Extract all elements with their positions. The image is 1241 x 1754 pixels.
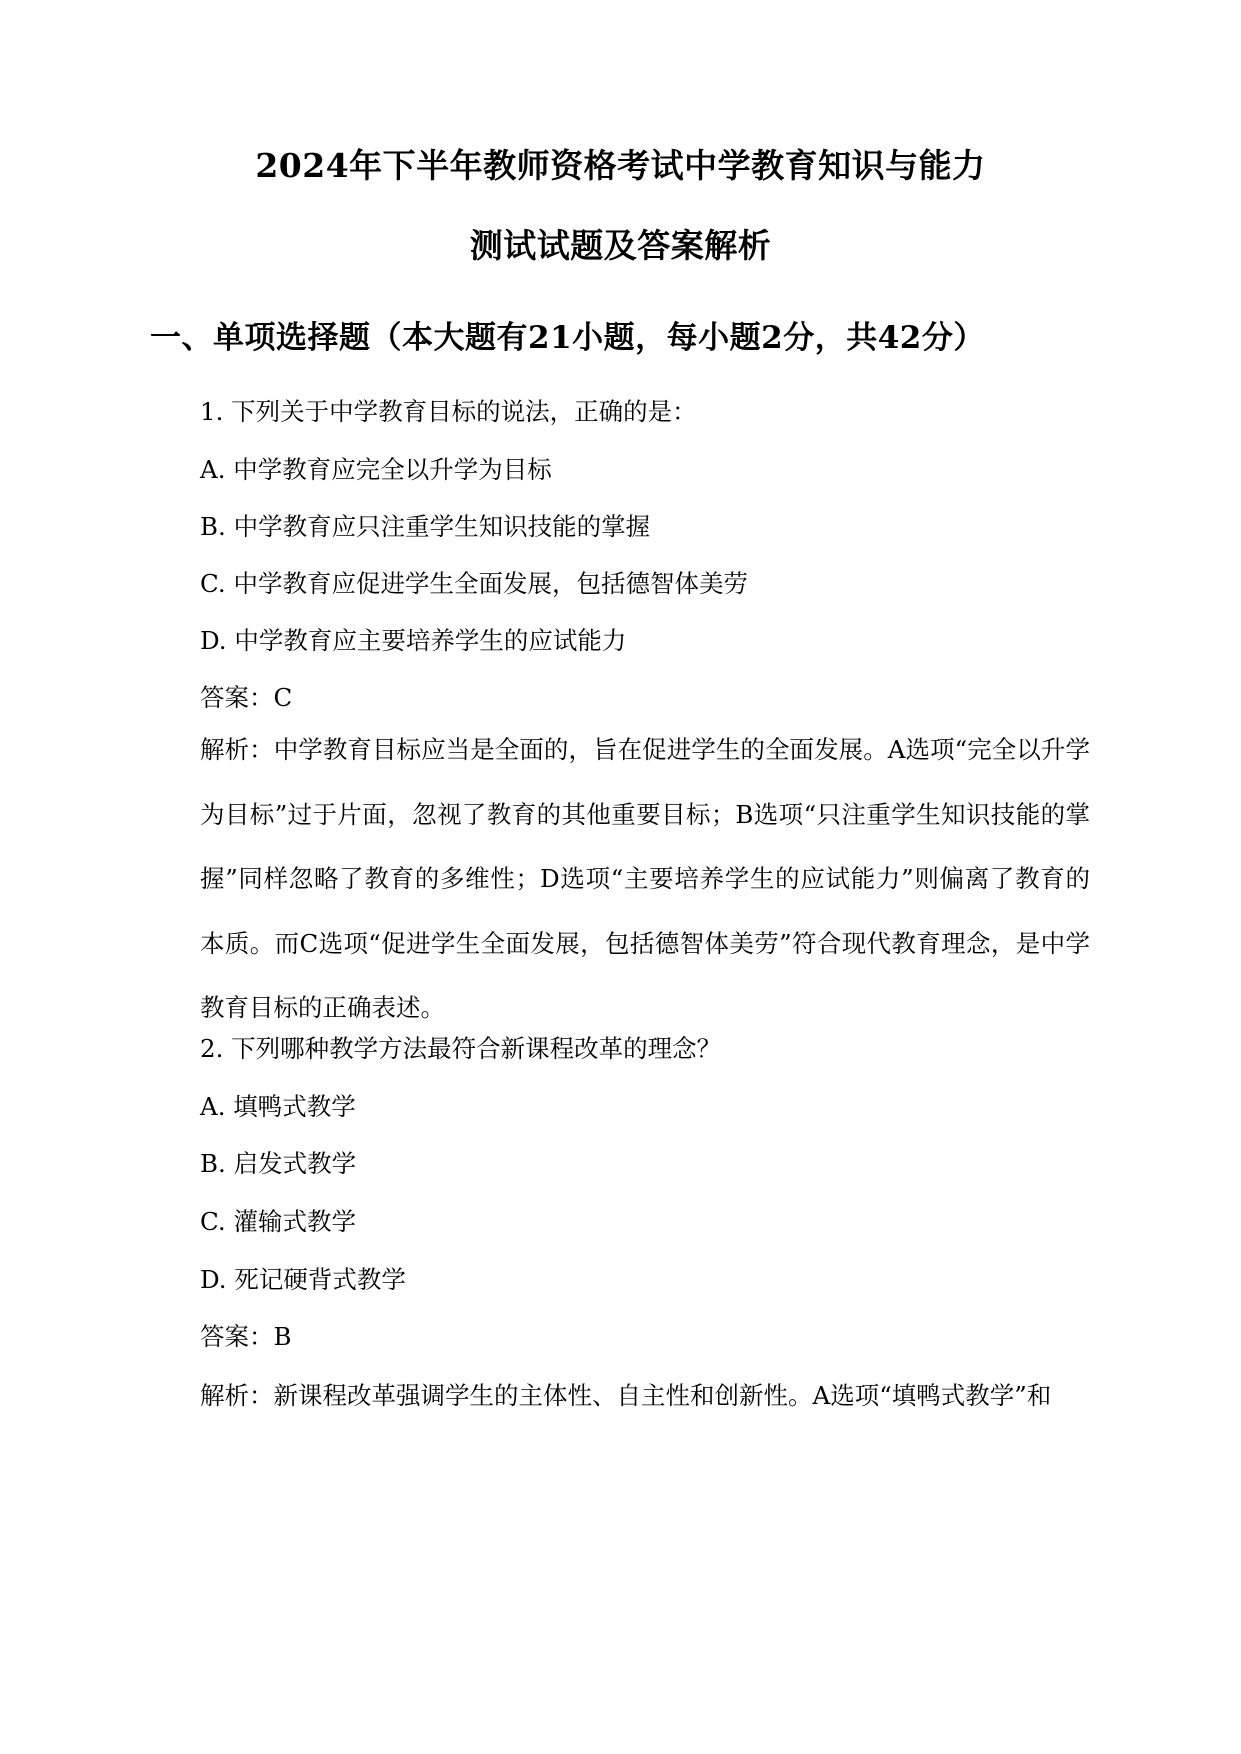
question-1-analysis: 解析：中学教育目标应当是全面的，旨在促进学生的全面发展。A选项“完全以升学为目标”过于片面，忽视了教育的其他重要目标；B选项“只注重学生知识技能的掌握”同样忽略了教育的多维性；D选项“主要培养学生的应试能力”则偏离了教育的本质。而C选项“促进学生全面发展，包括德智体美劳”符合现代教育理念，是中学教育目标的正确表述。 [200,735,1090,1022]
question-1-option-c: C. 中学教育应促进学生全面发展，包括德智体美劳 [200,569,748,598]
question-2-option-b: B. 启发式教学 [200,1149,357,1178]
document-title-line-1: 2024年下半年教师资格考试中学教育知识与能力 [255,146,986,185]
question-2-option-d: D. 死记硬背式教学 [200,1265,406,1294]
question-1-stem: 1. 下列关于中学教育目标的说法，正确的是： [200,397,697,426]
section-heading: 一、单项选择题（本大题有21小题，每小题2分，共42分） [150,320,985,356]
question-1-answer: 答案：C [200,683,293,712]
question-2-option-a: A. 填鸭式教学 [200,1092,356,1121]
question-2-analysis: 解析：新课程改革强调学生的主体性、自主性和创新性。A选项“填鸭式教学”和 [200,1381,1052,1410]
question-2-answer: 答案：B [200,1322,292,1351]
document-title-line-2: 测试试题及答案解析 [469,226,772,265]
question-1-option-d: D. 中学教育应主要培养学生的应试能力 [200,626,627,655]
question-1-option-b: B. 中学教育应只注重学生知识技能的掌握 [200,512,651,541]
question-2-option-c: C. 灌输式教学 [200,1207,356,1236]
question-2-stem: 2. 下列哪种教学方法最符合新课程改革的理念？ [200,1034,722,1063]
question-1-option-a: A. 中学教育应完全以升学为目标 [200,455,552,484]
